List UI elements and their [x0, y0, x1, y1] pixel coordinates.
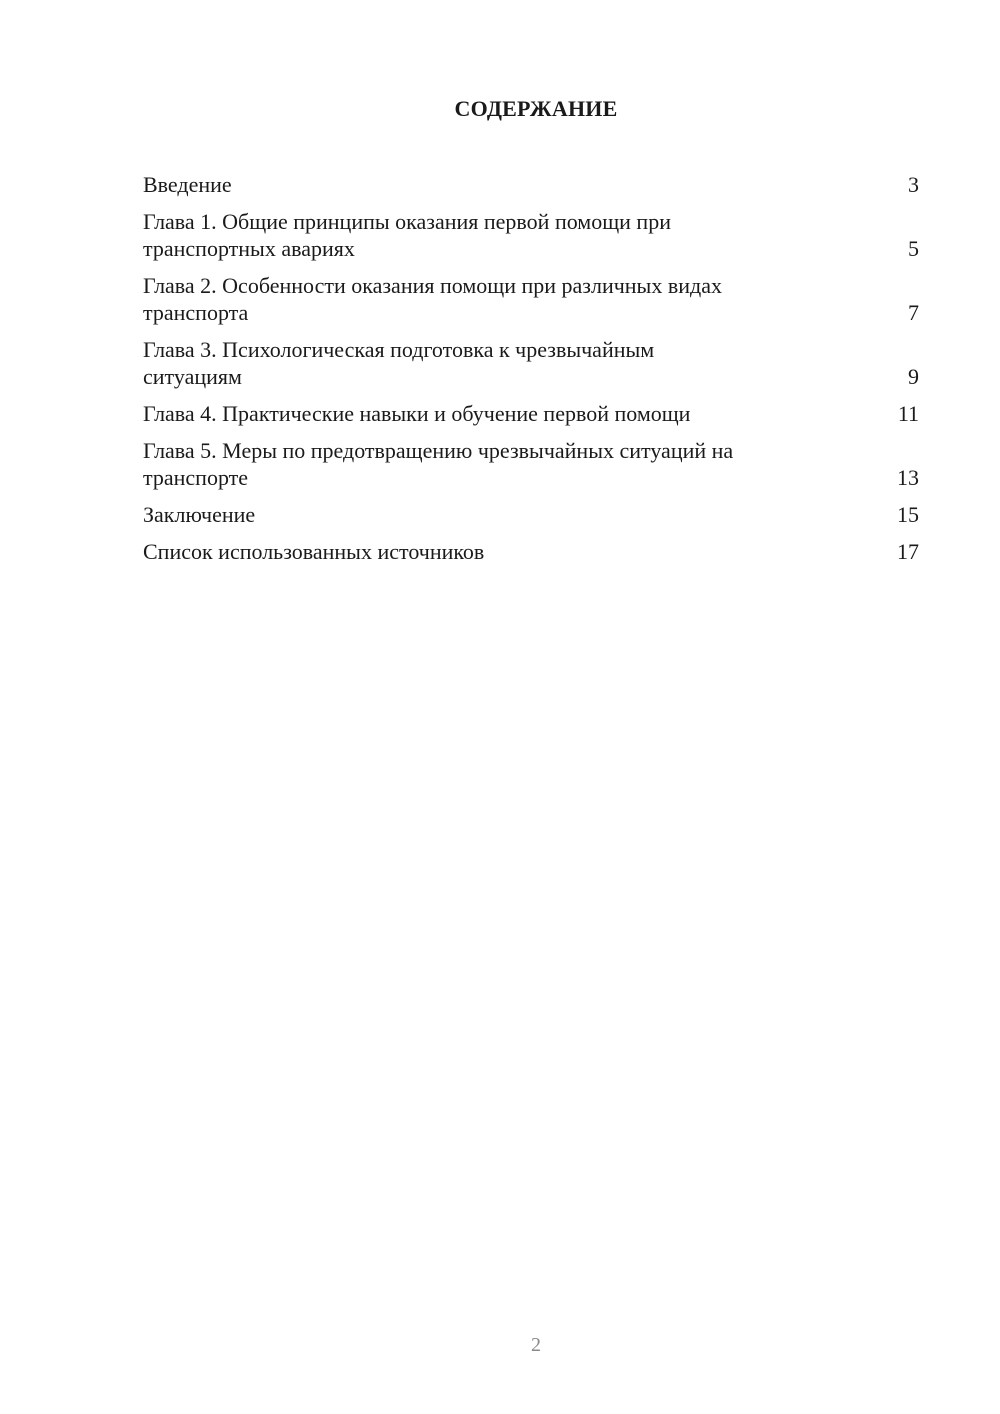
toc-entry-text [143, 400, 889, 427]
toc-entry-page: 17 [897, 539, 919, 564]
toc-entry-text [143, 437, 889, 491]
toc-entry-line: Глава 4. Практические навыки и обучение первой помощи [143, 401, 691, 426]
toc-entry-line: транспорте [143, 465, 249, 490]
toc-entry-conclusion [143, 501, 919, 528]
toc-entry-line: транспорта [143, 300, 249, 325]
toc-entry-line: Введение [143, 172, 232, 197]
toc-entry-line: транспортных авариях [143, 236, 355, 261]
toc-entry-line: Глава 1. Общие принципы оказания первой помощи при [143, 209, 671, 234]
toc-entry-line: ситуациям [143, 364, 242, 389]
toc-entry-text [143, 336, 889, 390]
toc-entry-line: Глава 2. Особенности оказания помощи при различных видах [143, 273, 722, 298]
toc-entry-page: 3 [908, 172, 919, 197]
toc-entry-line: Список использованных источников [143, 539, 485, 564]
toc-entry-line: Глава 3. Психологическая подготовка к чрезвычайным [143, 337, 655, 362]
toc-entry-page: 9 [908, 364, 919, 389]
toc-entry-chapter-5 [143, 437, 919, 491]
toc-entry-page: 11 [897, 401, 919, 426]
toc-entry-text [143, 208, 889, 262]
page-number: 2 [531, 1334, 541, 1356]
toc-entry-chapter-4 [143, 400, 919, 427]
toc-entry-page: 15 [897, 502, 919, 527]
toc-entry-introduction [143, 171, 919, 198]
toc-entry-text [143, 538, 889, 565]
table-of-contents [143, 171, 919, 575]
toc-heading: СОДЕРЖАНИЕ [454, 96, 618, 121]
toc-entry-text [143, 272, 889, 326]
toc-entry-text [143, 171, 889, 198]
toc-entry-line: Заключение [143, 502, 256, 527]
toc-entry-text [143, 501, 889, 528]
toc-entry-line: Глава 5. Меры по предотвращению чрезвычайных ситуаций на [143, 438, 734, 463]
toc-entry-page: 5 [908, 236, 919, 261]
toc-entry-chapter-2 [143, 272, 919, 326]
toc-entry-page: 13 [897, 465, 919, 490]
toc-entry-page: 7 [908, 300, 919, 325]
toc-entry-references [143, 538, 919, 565]
toc-entry-chapter-3 [143, 336, 919, 390]
toc-entry-chapter-1 [143, 208, 919, 262]
